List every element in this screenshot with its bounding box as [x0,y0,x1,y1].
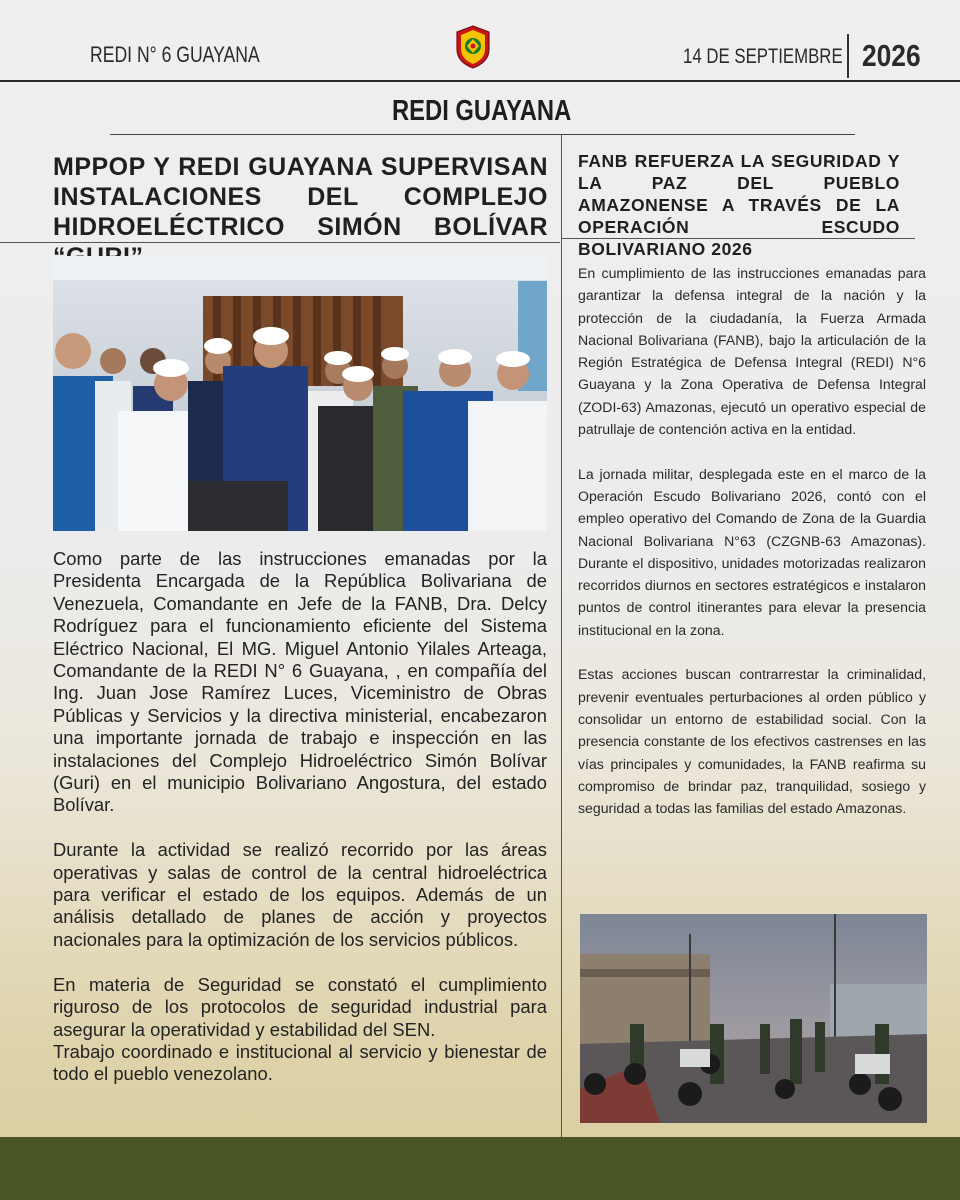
header-rule [0,80,960,82]
right-headline-rule [562,238,915,239]
issue-date: 14 DE SEPTIEMBRE [683,45,843,68]
patrol-photo [580,914,927,1123]
issue-year: 2026 [862,38,921,73]
left-paragraph: Durante la actividad se realizó recorrido por las áreas operativas y salas de control de la central hidroeléctrica para verificar el estado de los equipos. Además de un análisis detallado de planes de acción y proyectos nacionales para la optimización de los servicios públicos. [53,839,547,950]
right-article-body [578,262,926,842]
right-paragraph: Estas acciones buscan contrarrestar la criminalidad, prevenir eventuales perturbaciones al orden público y consolidar un entorno de estabilidad social. Con la presencia constante de los efectivos castrenses en las vías principales y comunidades, la FANB reafirma su compromiso de brindar paz, tranquilidad, sosiego y seguridad a todas las familias del estado Amazonas. [578,666,926,817]
right-article-headline: FANB REFUERZA LA SEGURIDAD Y LA PAZ DEL PUEBLO AMAZONENSE A TRAVÉS DE LA OPERACIÓN ESCUDO BOLIVARIANO 2026 [578,151,900,259]
left-paragraph: Como parte de las instrucciones emanadas por la Presidenta Encargada de la República Bolivariana de Venezuela, Comandante en Jefe de la FANB, Dra. Delcy Rodríguez para el funcionamiento eficiente del Sistema Eléctrico Nacional, El MG. Miguel Antonio Yilales Arteaga, Comandante de la REDI N° 6 Guayana, , en compañía del Ing. Juan Jose Ramírez Luces, Viceministro de Obras Públicas y Servicios y la directiva ministerial, encabezaron una importante jornada de trabajo e inspección en las instalaciones del Complejo Hidroeléctrico Simón Bolívar (Guri) en el municipio Bolivariano Angostura, del estado Bolívar. [53,548,547,816]
left-paragraph: Trabajo coordinado e institucional al servicio y bienestar de todo el pueblo venezolano. [53,1040,547,1085]
org-name: REDI N° 6 GUAYANA [90,42,260,67]
right-paragraph: En cumplimiento de las instrucciones emanadas para garantizar la defensa integral de la nación y la protección de la ciudadanía, la Fuerza Armada Nacional Bolivariana (FANB), bajo la articulación de la Región Estratégica de Defensa Integral (REDI) N°6 Guayana y la Zona Operativa de Defensa Integral (ZODI-63) Amazonas, ejecutó un operativo especial de patrullaje de contención activa en la entidad. [578,265,926,438]
left-article-headline: MPPOP Y REDI GUAYANA SUPERVISAN INSTALACIONES DEL COMPLEJO HIDROELÉCTRICO SIMÓN BOLÍVAR [53,153,548,241]
section-title: REDI GUAYANA [392,95,572,127]
inspection-group-photo [53,256,547,531]
page-header [0,0,960,82]
footer-bar [0,1137,960,1200]
left-article-body [53,548,547,1086]
column-divider [561,134,562,1137]
header-divider [847,34,849,78]
section-rule [110,134,855,135]
left-paragraph: En materia de Seguridad se constató el cumplimiento riguroso de los protocolos de seguridad industrial para asegurar la operatividad y estabilidad del SEN. [53,973,547,1040]
right-paragraph: La jornada militar, desplegada este en el marco de la Operación Escudo Bolivariano 2026, contó con el empleo operativo del Comando de Zona de la Guardia Nacional Bolivariana N°63 (CZGNB-63 Amazonas). Durante el dispositivo, unidades motorizadas realizaron recorridos diurnos en sectores estratégicos e instalaron puntos de control itinerantes para elevar la presencia institucional en la zona. [578,465,926,638]
redi-emblem-icon [455,25,491,69]
left-headline-rule [0,242,560,243]
